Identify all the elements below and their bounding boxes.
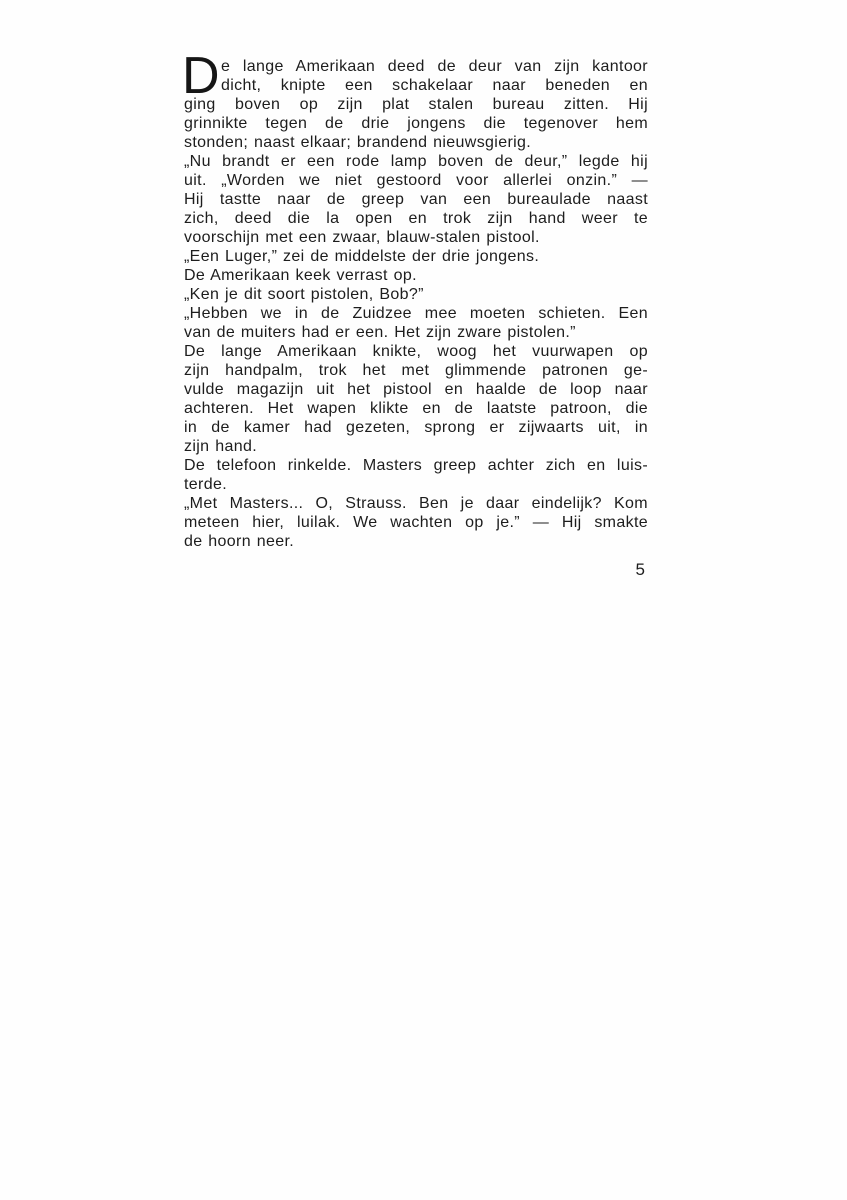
text-line: uit. „Worden we niet gestoord voor allerlei onzin.” — bbox=[184, 172, 648, 189]
text-line: voorschijn met een zwaar, blauw-stalen pistool. bbox=[184, 229, 540, 246]
text-lines bbox=[184, 57, 648, 551]
text-line: „Nu brandt er een rode lamp boven de deur,” legde hij bbox=[184, 153, 648, 170]
drop-cap: D bbox=[182, 47, 220, 105]
text-line: „Hebben we in de Zuidzee mee moeten schieten. Een bbox=[184, 305, 648, 322]
text-line: stonden; naast elkaar; brandend nieuwsgierig. bbox=[184, 134, 532, 151]
text-line: achteren. Het wapen klikte en de laatste patroon, die bbox=[184, 400, 648, 417]
page-number: 5 bbox=[635, 560, 645, 579]
text-line: zich, deed die la open en trok zijn hand weer te bbox=[184, 210, 648, 227]
text-line: grinnikte tegen de drie jongens die tegenover hem bbox=[184, 115, 648, 132]
text-line: dicht, knipte een schakelaar naar beneden en bbox=[221, 77, 648, 94]
text-line: e lange Amerikaan deed de deur van zijn kantoor bbox=[221, 58, 648, 75]
text-line: De Amerikaan keek verrast op. bbox=[184, 267, 417, 284]
text-line: vulde magazijn uit het pistool en haalde de loop naar bbox=[184, 381, 648, 398]
text-line: „Met Masters... O, Strauss. Ben je daar eindelijk? Kom bbox=[184, 495, 648, 512]
text-line: Hij tastte naar de greep van een bureaulade naast bbox=[184, 191, 648, 208]
text-line: „Ken je dit soort pistolen, Bob?” bbox=[184, 286, 424, 303]
text-block bbox=[182, 47, 648, 579]
text-line: De lange Amerikaan knikte, woog het vuurwapen op bbox=[184, 343, 648, 360]
text-line: van de muiters had er een. Het zijn zware pistolen.” bbox=[184, 324, 576, 341]
text-line: meteen hier, luilak. We wachten op je.” — Hij smakte bbox=[184, 514, 648, 531]
text-line: terde. bbox=[184, 476, 228, 493]
text-line: ging boven op zijn plat stalen bureau zitten. Hij bbox=[184, 96, 648, 113]
text-line: de hoorn neer. bbox=[184, 533, 295, 550]
text-line: De telefoon rinkelde. Masters greep achter zich en luis- bbox=[184, 457, 648, 474]
text-line: zijn handpalm, trok het met glimmende patronen ge- bbox=[184, 362, 648, 379]
text-line: „Een Luger,” zei de middelste der drie jongens. bbox=[184, 248, 540, 265]
text-line: zijn hand. bbox=[184, 438, 257, 455]
text-line: in de kamer had gezeten, sprong er zijwaarts uit, in bbox=[184, 419, 648, 436]
